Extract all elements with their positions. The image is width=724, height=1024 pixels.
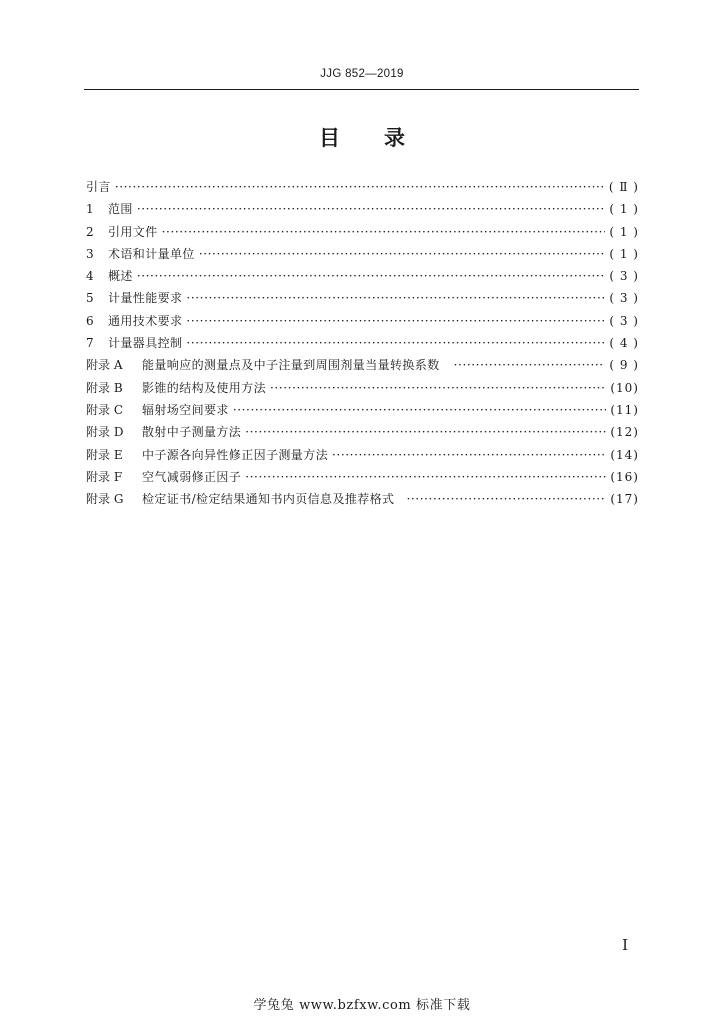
toc-entry-label: 计量性能要求 (108, 291, 183, 306)
toc-entry-label: 概述 (108, 269, 133, 284)
toc-leader-dots (137, 198, 606, 220)
toc-entry-number: 1 (86, 202, 94, 217)
toc-leader-dots (270, 377, 606, 399)
header-divider (84, 89, 639, 90)
toc-entry-appendix-e[interactable] (86, 444, 639, 466)
toc-leader-dots (245, 421, 606, 443)
toc-leader-dots (137, 265, 606, 287)
toc-entry-appendix-d[interactable] (86, 421, 639, 443)
standard-code-header: JJG 852—2019 (320, 68, 404, 80)
toc-entry-5[interactable] (86, 287, 639, 309)
table-of-contents (86, 176, 639, 510)
toc-entry-page: ( 1 ) (609, 202, 639, 217)
watermark-footer: 学兔兔 www.bzfxw.com 标准下载 (253, 998, 471, 1013)
toc-entry-1[interactable] (86, 198, 639, 220)
toc-entry-label: 计量器具控制 (108, 336, 183, 351)
toc-leader-dots (406, 488, 606, 510)
toc-entry-number: 2 (86, 224, 94, 239)
toc-entry-page: ( 9 ) (609, 358, 639, 373)
toc-entry-3[interactable] (86, 243, 639, 265)
toc-leader-dots (332, 444, 606, 466)
toc-entry-label: 散射中子测量方法 (142, 425, 242, 440)
toc-entry-2[interactable] (86, 221, 639, 243)
toc-entry-number: 6 (86, 313, 94, 328)
toc-entry-page: (14) (610, 447, 639, 462)
toc-entry-appendix-b[interactable] (86, 377, 639, 399)
toc-leader-dots (162, 221, 606, 243)
toc-entry-page: (10) (610, 380, 639, 395)
toc-leader-dots (199, 243, 606, 265)
toc-entry-appendix-a[interactable] (86, 354, 639, 376)
toc-entry-4[interactable] (86, 265, 639, 287)
title-char-left: 目 (319, 126, 340, 150)
toc-entry-page: ( Ⅱ ) (608, 180, 639, 194)
title-char-right: 录 (384, 126, 405, 150)
toc-entry-label: 通用技术要求 (108, 313, 183, 328)
toc-entry-foreword[interactable] (86, 176, 639, 198)
toc-entry-label: 能量响应的测量点及中子注量到周围剂量当量转换系数 (142, 358, 440, 373)
toc-entry-label: 中子源各向异性修正因子测量方法 (142, 447, 329, 462)
toc-entry-number: 附录 C (86, 402, 123, 417)
toc-entry-7[interactable] (86, 332, 639, 354)
toc-entry-number: 5 (86, 291, 94, 306)
page-number: I (622, 936, 628, 954)
toc-entry-appendix-f[interactable] (86, 466, 639, 488)
toc-entry-number: 7 (86, 336, 94, 351)
toc-leader-dots (186, 332, 605, 354)
toc-entry-page: ( 3 ) (609, 313, 639, 328)
toc-entry-number: 附录 G (86, 492, 124, 507)
toc-entry-page: ( 3 ) (609, 291, 639, 306)
toc-entry-number: 附录 A (86, 358, 123, 373)
toc-leader-dots (245, 466, 606, 488)
toc-entry-page: (17) (610, 492, 639, 507)
toc-leader-dots (115, 176, 605, 198)
toc-entry-page: (16) (610, 469, 639, 484)
toc-entry-number: 附录 D (86, 425, 124, 440)
toc-entry-number: 附录 B (86, 380, 123, 395)
toc-entry-page: ( 4 ) (609, 336, 639, 351)
toc-entry-number: 附录 F (86, 469, 123, 484)
toc-entry-label: 术语和计量单位 (108, 246, 195, 261)
toc-entry-page: (11) (610, 402, 639, 417)
toc-leader-dots (186, 287, 605, 309)
toc-entry-label: 引用文件 (108, 224, 158, 239)
toc-leader-dots (454, 354, 606, 376)
toc-entry-label: 辐射场空间要求 (142, 402, 229, 417)
toc-entry-number: 附录 E (86, 447, 123, 462)
toc-entry-appendix-g[interactable] (86, 488, 639, 510)
toc-leader-dots (186, 310, 605, 332)
toc-entry-label: 空气减弱修正因子 (142, 469, 242, 484)
toc-entry-number: 4 (86, 269, 94, 284)
toc-entry-label: 影锥的结构及使用方法 (142, 380, 267, 395)
toc-entry-label: 检定证书/检定结果通知书内页信息及推荐格式 (142, 492, 395, 507)
toc-entry-appendix-c[interactable] (86, 399, 639, 421)
toc-entry-label: 引言 (86, 180, 111, 194)
toc-entry-6[interactable] (86, 310, 639, 332)
toc-entry-page: ( 1 ) (609, 246, 639, 261)
page-title (0, 122, 724, 152)
toc-entry-page: ( 1 ) (609, 224, 639, 239)
toc-entry-page: (12) (610, 425, 639, 440)
toc-entry-number: 3 (86, 246, 94, 261)
toc-entry-label: 范围 (108, 202, 133, 217)
toc-leader-dots (233, 399, 607, 421)
toc-entry-page: ( 3 ) (609, 269, 639, 284)
